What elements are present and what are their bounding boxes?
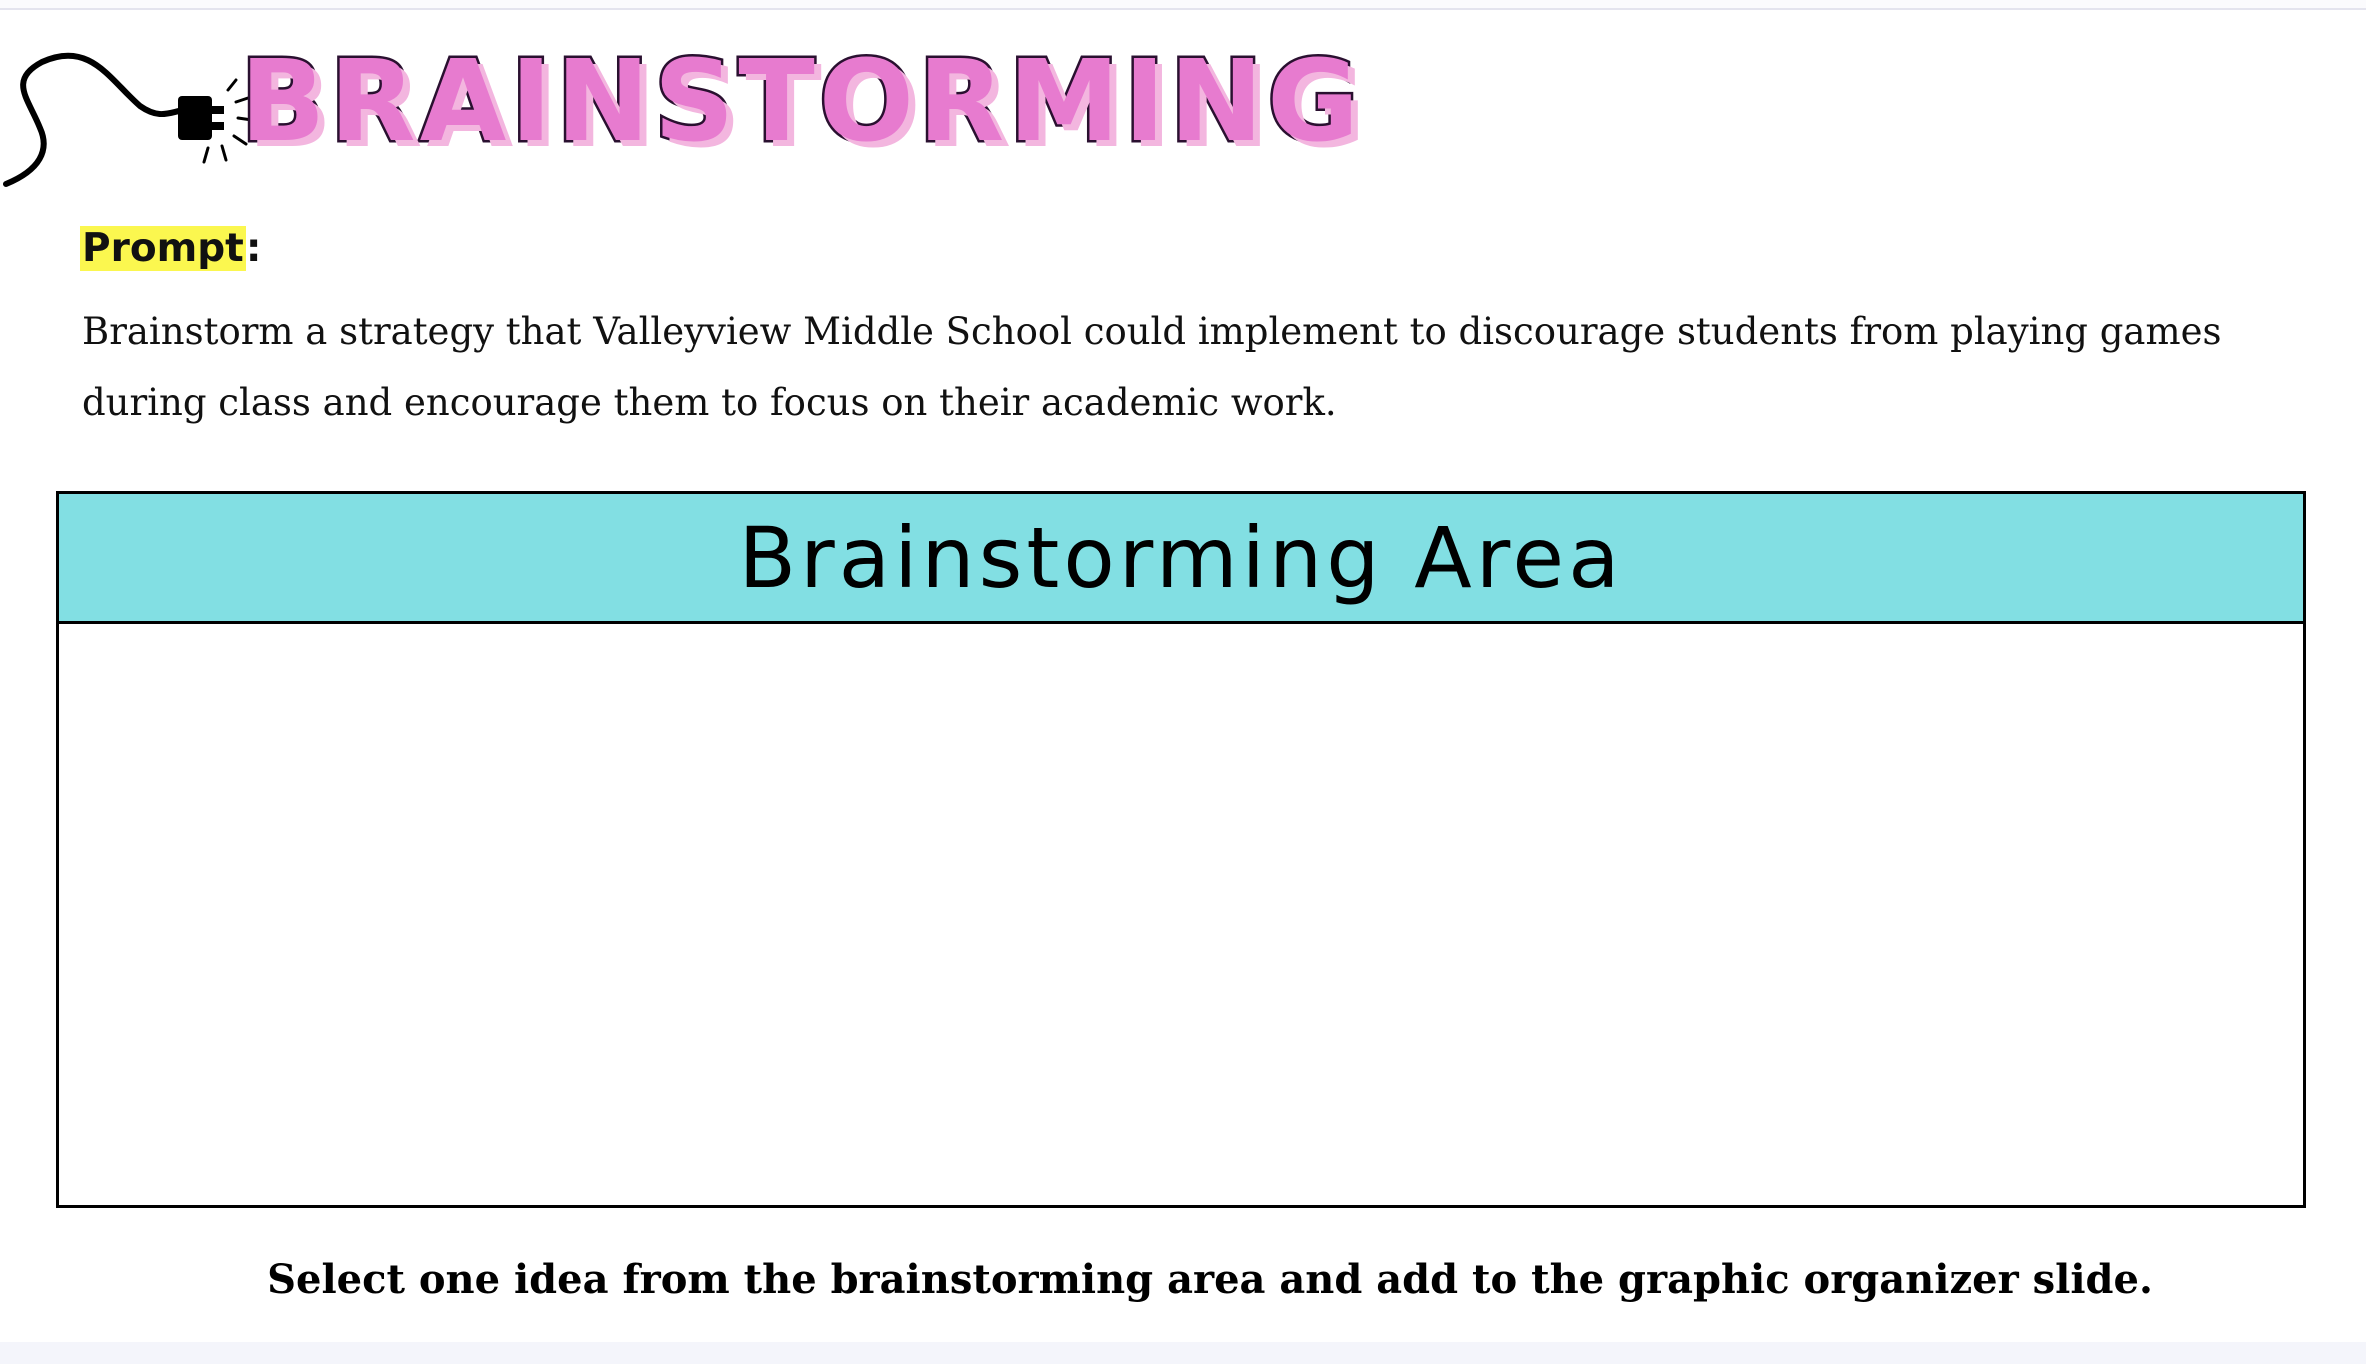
instruction-text: Select one idea from the brainstorming area and add to the graphic organizer slide.	[267, 1256, 2153, 1303]
prompt-label	[80, 222, 261, 276]
prompt-label-highlight: Prompt	[82, 226, 244, 271]
brainstorming-area-header	[59, 494, 2303, 624]
brainstorming-area-title: Brainstorming Area	[738, 508, 1624, 607]
brainstorming-area	[56, 491, 2306, 1208]
page-title: BRAINSTORMING	[240, 37, 1363, 167]
brainstorming-area-body[interactable]	[59, 624, 2303, 1205]
bottom-strip	[0, 1342, 2366, 1364]
page-header	[0, 37, 1363, 200]
top-rule	[0, 0, 2366, 10]
prompt-label-colon: :	[245, 226, 262, 271]
plug-cord-icon	[0, 40, 260, 200]
prompt-text: Brainstorm a strategy that Valleyview Middle School could implement to discourage students from playing games during class and encourage them to focus on their academic work.	[82, 310, 2222, 424]
